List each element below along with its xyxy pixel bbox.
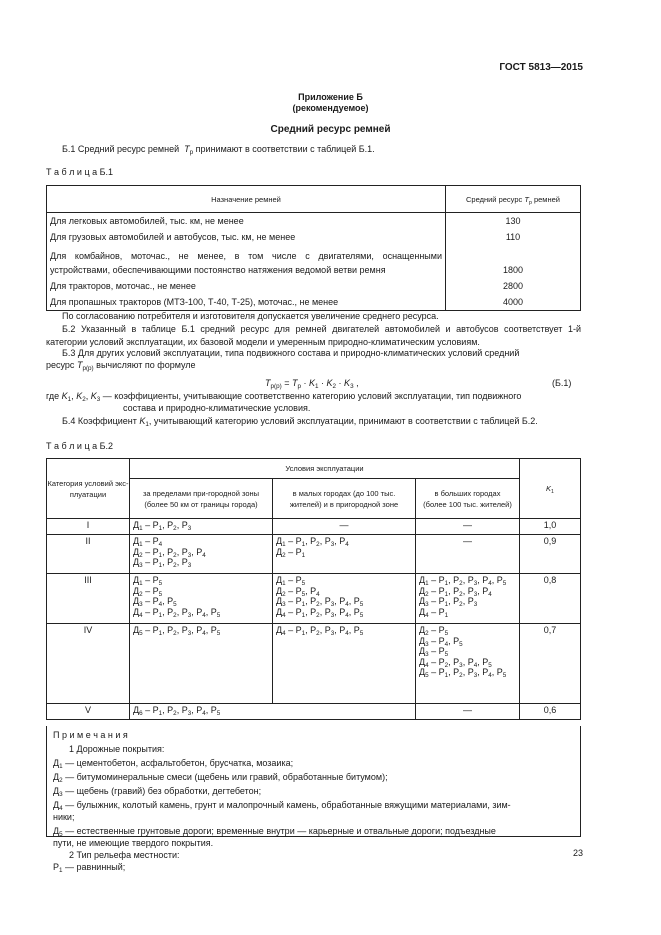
formula-b1: $T_{р(р)} = T_р \cdot K_1 \cdot K_2 \cdot K_3$ ,: [265, 378, 359, 390]
paragraph-agreement: По согласованию потребителя и изготовителя допускается увеличение среднего ресурса.: [62, 311, 439, 321]
table1-col2-header: Средний ресурс $T_р$ ремней: [446, 186, 581, 213]
formula-number: (Б.1): [552, 378, 572, 388]
appendix-heading: Средний ресурс ремней: [270, 124, 391, 135]
table2-subheader-outside: за пределами при-городной зоны (более 50 км от границы города): [130, 479, 273, 519]
table-row: V $Д_6 - Р_1$, $Р_2$, $Р_3$, $Р_4$, $Р_5$ — 0,6: [47, 704, 581, 720]
table2-subheader-big-cities: в больших городах (более 100 тыс. жителей): [416, 479, 520, 519]
paragraph-b3-line1: Б.3 Для других условий эксплуатации, типа подвижного состава и природно-климатических условий средний: [62, 348, 520, 358]
table-b2: [46, 458, 581, 720]
table-row: Для комбайнов, моточас., не менее, в том числе с двигателями, оснащенными устройствами, обеспечивающими постоянство натяжения ведомой ветви ремня 1800: [47, 245, 581, 278]
appendix-subtitle: (рекомендуемое): [292, 103, 369, 113]
table-row: Для пропашных тракторов (МТЗ-100, Т-40, Т-25), моточас., не менее 4000: [47, 294, 581, 311]
table2-notes: П р и м е ч а н и я 1 Дорожные покрытия: $Д_1$ — цементобетон, асфальтобетон, брусчатка, мозаика; $Д_2$ — битумоминеральные смеси (щебень или гравий, обработанные битумом); $Д_3$ — щебень (гравий) без обработки, дегтебетон; $Д_4$ — булыжник, колотый камень, грунт и малопрочный камень, обработанные вяжущими материалами, зим- ники; $Д_5$ — естественные грунтовые дороги; временные внутри — карьерные и отвальные дороги; подъездные пути, не имеющие твердого покрытия. 2 Тип рельефа местности: $Р_1$ — равнинный;: [46, 726, 581, 837]
table1-caption: Т а б л и ц а Б.1: [46, 167, 114, 177]
appendix-title: Приложение Б: [298, 92, 363, 102]
table2-subheader-small-cities: в малых городах (до 100 тыс. жителей) и в пригородной зоне: [273, 479, 416, 519]
paragraph-b3-line2: ресурс $T_{р(р)}$ вычисляют по формуле: [46, 360, 196, 372]
table2-category-header: Категория условий экс-плуатации: [47, 459, 130, 519]
standard-number: ГОСТ 5813—2015: [499, 62, 583, 73]
table-row: Для легковых автомобилей, тыс. км, не менее 130: [47, 213, 581, 230]
table-row: II $Д_1 - Р_4$ $Д_2 - Р_1$, $Р_2$, $Р_3$, $Р_4$ $Д_3 - Р_1$, $Р_2$, $Р_3$ $Д_1 - Р_1$, $Р_2$, $Р_3$, $Р_4$ $Д_2 - Р_1$ — 0,9: [47, 535, 581, 574]
table-row: Для грузовых автомобилей и автобусов, тыс. км, не менее 110: [47, 229, 581, 245]
table-row: IV $Д_5 - Р_1$, $Р_2$, $Р_3$, $Р_4$, $Р_5$ $Д_4 - Р_1$, $Р_2$, $Р_3$, $Р_4$, $Р_5$ $Д_2 - Р_5$ $Д_3 - Р_4$, $Р_5$ $Д_3 - Р_5$ $Д_4 - Р_2$, $Р_3$, $Р_4$, $Р_5$ $Д_5 - Р_1$, $Р_2$, $Р_3$, $Р_4$, $Р_5$ 0,7: [47, 624, 581, 704]
table-row: Для тракторов, моточас., не менее 2800: [47, 278, 581, 294]
table-b1: [46, 185, 581, 311]
formula-where-line1: где $K_1$, $K_2$, $K_3$ — коэффициенты, учитывающие соответственно категорию условий эксплуатации, тип подвижного: [46, 391, 522, 403]
table2-conditions-header: Условия эксплуатации: [130, 459, 520, 479]
table-row: III $Д_1 - Р_5$ $Д_2 - Р_5$ $Д_3 - Р_4$, $Р_5$ $Д_4 - Р_1$, $Р_2$, $Р_3$, $Р_4$, $Р_5$ $Д_1 - Р_5$ $Д_2 - Р_5$, $Р_4$ $Д_3 - Р_1$, $Р_2$, $Р_3$, $Р_4$, $Р_5$ $Д_4 - Р_1$, $Р_2$, $Р_3$, $Р_4$, $Р_5$ $Д_1 - Р_1$, $Р_2$, $Р_3$, $Р_4$, $Р_5$ $Д_2 - Р_1$, $Р_2$, $Р_3$, $Р_4$ $Д_3 - Р_1$, $Р_2$, $Р_3$ $Д_4 - Р_1$ 0,8: [47, 574, 581, 624]
table2-caption: Т а б л и ц а Б.2: [46, 441, 114, 451]
paragraph-b4: Б.4 Коэффициент $K_1$, учитывающий категорию условий эксплуатации, принимают в соответствии с таблицей Б.2.: [62, 416, 538, 428]
page-number: 23: [572, 848, 583, 858]
table-row: I $Д_1 - Р_1$, $Р_2$, $Р_3$ — — 1,0: [47, 519, 581, 535]
paragraph-b1: Б.1 Средний ресурс ремней $T_р$ принимают в соответствии с таблицей Б.1.: [62, 144, 375, 156]
table1-col1-header: Назначение ремней: [47, 186, 446, 213]
paragraph-b2: Б.2 Указанный в таблице Б.1 средний ресурс для ремней двигателей автомобилей и автобусов соответствует 1-й категории условий эксплуатации, их базовой модели и умеренным природно-климатическим условиям.: [46, 324, 581, 347]
formula-where-line2: состава и природно-климатические условия.: [123, 403, 311, 413]
table2-k1-header: $K_1$: [520, 459, 581, 519]
